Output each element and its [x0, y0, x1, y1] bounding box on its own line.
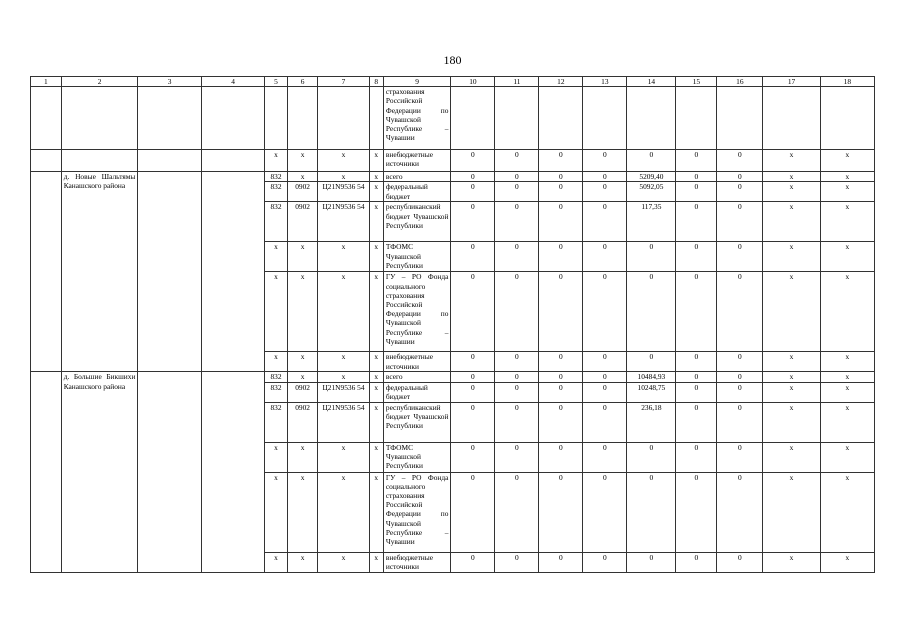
table-cell: x: [318, 242, 369, 272]
table-cell: [627, 87, 676, 150]
table-cell: x: [820, 372, 874, 382]
column-header: 13: [583, 77, 627, 87]
table-cell: 0: [717, 172, 763, 182]
table-cell: 0: [627, 472, 676, 552]
table-cell: x: [369, 402, 383, 442]
table-cell: x: [287, 172, 318, 182]
column-header: 7: [318, 77, 369, 87]
column-header: 17: [763, 77, 820, 87]
table-cell: x: [369, 150, 383, 172]
table-cell: x: [820, 182, 874, 202]
table-cell: 0: [539, 382, 583, 402]
table-cell: x: [820, 472, 874, 552]
table-cell: 0902: [287, 402, 318, 442]
table-cell: [61, 87, 138, 150]
table-cell: страхования Российской Федерации по Чувашской Республике – Чувашии: [383, 87, 451, 150]
table-cell: 0: [583, 150, 627, 172]
table-cell: 5092,05: [627, 182, 676, 202]
table-cell: x: [287, 150, 318, 172]
table-cell: x: [763, 382, 820, 402]
table-cell: x: [369, 202, 383, 242]
table-cell: 0: [495, 242, 539, 272]
table-cell: 0: [583, 182, 627, 202]
table-cell: x: [265, 552, 288, 572]
column-header: 14: [627, 77, 676, 87]
table-cell: федеральный бюджет: [383, 382, 451, 402]
table-cell: [138, 172, 201, 372]
table-cell: 0: [676, 472, 717, 552]
table-cell: 0: [676, 242, 717, 272]
table-cell: x: [287, 472, 318, 552]
table-row: [31, 372, 875, 382]
table-cell: x: [318, 272, 369, 352]
table-cell: x: [763, 552, 820, 572]
table-cell: 0: [676, 382, 717, 402]
table-cell: 0: [676, 352, 717, 372]
table-cell: x: [369, 272, 383, 352]
table-cell: 0: [495, 372, 539, 382]
table-cell: 0: [717, 202, 763, 242]
table-cell: [201, 150, 264, 172]
table-cell: 0: [451, 552, 495, 572]
location-cell: д. Новые Шальтямы Канашского района: [61, 172, 138, 372]
table-cell: Ц21N9536 54: [318, 202, 369, 242]
column-header: 1: [31, 77, 62, 87]
table-cell: x: [265, 472, 288, 552]
table-cell: x: [820, 272, 874, 352]
table-cell: 0: [717, 552, 763, 572]
table-cell: x: [820, 242, 874, 272]
column-header: 5: [265, 77, 288, 87]
table-cell: 0: [583, 172, 627, 182]
table-cell: 0: [627, 442, 676, 472]
table-cell: 0: [495, 182, 539, 202]
table-cell: 0: [495, 472, 539, 552]
table-cell: 0: [583, 382, 627, 402]
table-cell: 0: [451, 442, 495, 472]
table-cell: 0: [495, 552, 539, 572]
table-cell: 10484,93: [627, 372, 676, 382]
table-cell: [31, 172, 62, 372]
table-cell: 0: [627, 150, 676, 172]
table-cell: x: [318, 472, 369, 552]
table-cell: x: [763, 402, 820, 442]
table-cell: 0: [539, 150, 583, 172]
table-cell: 117,35: [627, 202, 676, 242]
table-cell: 832: [265, 372, 288, 382]
table-cell: 832: [265, 382, 288, 402]
table-cell: x: [763, 172, 820, 182]
table-cell: 0: [583, 372, 627, 382]
table-cell: [583, 87, 627, 150]
table-cell: 0: [583, 442, 627, 472]
table-cell: 0: [539, 552, 583, 572]
column-header: 6: [287, 77, 318, 87]
table-cell: 0: [495, 202, 539, 242]
table-cell: x: [287, 372, 318, 382]
table-cell: всего: [383, 372, 451, 382]
table-cell: x: [265, 442, 288, 472]
table-cell: x: [820, 202, 874, 242]
table-cell: [138, 372, 201, 572]
table-cell: [31, 150, 62, 172]
table-cell: 0: [539, 172, 583, 182]
table-cell: 832: [265, 202, 288, 242]
table-cell: [31, 372, 62, 572]
table-cell: x: [820, 402, 874, 442]
table-cell: x: [318, 372, 369, 382]
table-cell: внебюджетные источники: [383, 150, 451, 172]
table-cell: x: [318, 442, 369, 472]
table-cell: внебюджетные источники: [383, 352, 451, 372]
table-cell: x: [763, 202, 820, 242]
column-header: 8: [369, 77, 383, 87]
table-cell: 0: [717, 182, 763, 202]
table-cell: [369, 87, 383, 150]
table-cell: 0: [451, 172, 495, 182]
table-cell: 0: [539, 272, 583, 352]
table-cell: 0: [583, 352, 627, 372]
table-cell: [820, 87, 874, 150]
table-cell: 0902: [287, 202, 318, 242]
table-cell: [318, 87, 369, 150]
table-cell: республиканский бюджет Чувашской Республики: [383, 202, 451, 242]
table-cell: федеральный бюджет: [383, 182, 451, 202]
table-cell: 0: [676, 272, 717, 352]
table-cell: ГУ – РО Фонда социального страхования Российской Федерации по Чувашской Республике – Чувашии: [383, 272, 451, 352]
table-cell: всего: [383, 172, 451, 182]
table-cell: x: [265, 272, 288, 352]
table-cell: x: [369, 352, 383, 372]
table-cell: 0: [676, 372, 717, 382]
table-cell: x: [820, 552, 874, 572]
table-cell: [451, 87, 495, 150]
table-cell: 0: [539, 472, 583, 552]
table-cell: x: [820, 150, 874, 172]
table-cell: x: [763, 242, 820, 272]
table-cell: 0: [717, 382, 763, 402]
table-cell: x: [763, 472, 820, 552]
column-header: 18: [820, 77, 874, 87]
table-cell: 0: [676, 182, 717, 202]
table-cell: 0: [627, 272, 676, 352]
table-cell: x: [820, 352, 874, 372]
table-cell: x: [763, 182, 820, 202]
table-cell: 0: [495, 172, 539, 182]
table-cell: x: [287, 242, 318, 272]
table-cell: 0: [495, 272, 539, 352]
table-cell: 236,18: [627, 402, 676, 442]
table-cell: 0: [627, 352, 676, 372]
table-cell: 0: [676, 150, 717, 172]
table-cell: [539, 87, 583, 150]
table-cell: x: [265, 150, 288, 172]
table-cell: 0: [539, 182, 583, 202]
table-cell: 0: [676, 402, 717, 442]
table-cell: [265, 87, 288, 150]
table-cell: x: [820, 442, 874, 472]
table-cell: 0: [717, 402, 763, 442]
table-cell: ТФОМС Чувашской Республики: [383, 242, 451, 272]
table-cell: x: [287, 442, 318, 472]
table-cell: 0: [495, 352, 539, 372]
table-cell: 0: [676, 442, 717, 472]
table-cell: 0: [451, 472, 495, 552]
budget-table: [30, 76, 875, 573]
location-cell: д. Большие Бикшихи Канашского района: [61, 372, 138, 572]
table-cell: x: [287, 272, 318, 352]
table-cell: 0: [717, 242, 763, 272]
table-cell: 10248,75: [627, 382, 676, 402]
table-cell: [138, 150, 201, 172]
table-cell: 0: [583, 272, 627, 352]
table-cell: 0: [717, 372, 763, 382]
table-cell: x: [318, 172, 369, 182]
table-cell: [495, 87, 539, 150]
table-cell: 0902: [287, 182, 318, 202]
table-cell: 0: [539, 372, 583, 382]
table-cell: 0: [539, 402, 583, 442]
table-cell: [717, 87, 763, 150]
table-cell: x: [820, 172, 874, 182]
table-cell: x: [763, 272, 820, 352]
table-cell: 0: [451, 352, 495, 372]
table-cell: 0: [451, 182, 495, 202]
table-cell: x: [318, 552, 369, 572]
table-cell: [201, 87, 264, 150]
column-header: 11: [495, 77, 539, 87]
table-cell: x: [369, 472, 383, 552]
column-header: 3: [138, 77, 201, 87]
table-cell: 0: [717, 442, 763, 472]
table-cell: [201, 172, 264, 372]
column-header: 16: [717, 77, 763, 87]
table-cell: [138, 87, 201, 150]
table-cell: x: [763, 150, 820, 172]
table-cell: 0: [676, 172, 717, 182]
column-header: 4: [201, 77, 264, 87]
table-cell: ГУ – РО Фонда социального страхования Российской Федерации по Чувашской Республике – Чувашии: [383, 472, 451, 552]
table-cell: [676, 87, 717, 150]
table-cell: 0: [495, 382, 539, 402]
table-cell: 0: [539, 442, 583, 472]
table-cell: x: [369, 382, 383, 402]
table-cell: x: [763, 442, 820, 472]
table-cell: 0: [717, 272, 763, 352]
column-header: 15: [676, 77, 717, 87]
table-cell: [763, 87, 820, 150]
table-cell: x: [369, 242, 383, 272]
table-cell: 0: [717, 150, 763, 172]
table-cell: 0: [583, 402, 627, 442]
column-header: 2: [61, 77, 138, 87]
table-cell: x: [287, 552, 318, 572]
table-cell: 832: [265, 172, 288, 182]
table-cell: 0: [451, 202, 495, 242]
table-cell: 0: [539, 242, 583, 272]
table-cell: 0: [539, 202, 583, 242]
table-cell: ТФОМС Чувашской Республики: [383, 442, 451, 472]
column-header: 12: [539, 77, 583, 87]
table-cell: 0: [676, 552, 717, 572]
table-cell: 0: [451, 402, 495, 442]
table-body: [31, 87, 875, 572]
page-number: 180: [443, 53, 462, 67]
table-cell: x: [820, 382, 874, 402]
table-cell: x: [369, 442, 383, 472]
table-cell: x: [318, 352, 369, 372]
table-cell: 0902: [287, 382, 318, 402]
table-cell: 0: [539, 352, 583, 372]
table-cell: Ц21N9536 54: [318, 382, 369, 402]
table-cell: 832: [265, 402, 288, 442]
table-cell: x: [265, 352, 288, 372]
table-cell: 5209,40: [627, 172, 676, 182]
table-cell: 0: [627, 242, 676, 272]
table-cell: Ц21N9536 54: [318, 182, 369, 202]
table-cell: 832: [265, 182, 288, 202]
table-cell: 0: [451, 242, 495, 272]
column-header: 9: [383, 77, 451, 87]
table-cell: 0: [451, 382, 495, 402]
table-cell: 0: [451, 372, 495, 382]
table-cell: 0: [717, 472, 763, 552]
table-cell: x: [369, 372, 383, 382]
table-cell: 0: [627, 552, 676, 572]
table-cell: 0: [495, 150, 539, 172]
table-cell: 0: [495, 442, 539, 472]
table-cell: x: [369, 552, 383, 572]
table-cell: [201, 372, 264, 572]
table-row: [31, 87, 875, 150]
table-row: [31, 150, 875, 172]
table-cell: 0: [583, 552, 627, 572]
table-cell: x: [369, 172, 383, 182]
table-cell: 0: [583, 202, 627, 242]
table-cell: 0: [583, 242, 627, 272]
table-row: [31, 172, 875, 182]
table-cell: x: [369, 182, 383, 202]
table-cell: республиканский бюджет Чувашской Республики: [383, 402, 451, 442]
table-cell: x: [318, 150, 369, 172]
table-cell: [31, 87, 62, 150]
column-header: 10: [451, 77, 495, 87]
header-row: [31, 77, 875, 87]
table-cell: 0: [451, 272, 495, 352]
table-cell: [61, 150, 138, 172]
table-cell: x: [265, 242, 288, 272]
table-cell: внебюджетные источники: [383, 552, 451, 572]
table-cell: [287, 87, 318, 150]
table-cell: x: [763, 352, 820, 372]
table-cell: 0: [717, 352, 763, 372]
table-cell: 0: [583, 472, 627, 552]
table-cell: 0: [451, 150, 495, 172]
table-cell: 0: [676, 202, 717, 242]
table-cell: x: [763, 372, 820, 382]
table-cell: x: [287, 352, 318, 372]
table-cell: Ц21N9536 54: [318, 402, 369, 442]
table-cell: 0: [495, 402, 539, 442]
